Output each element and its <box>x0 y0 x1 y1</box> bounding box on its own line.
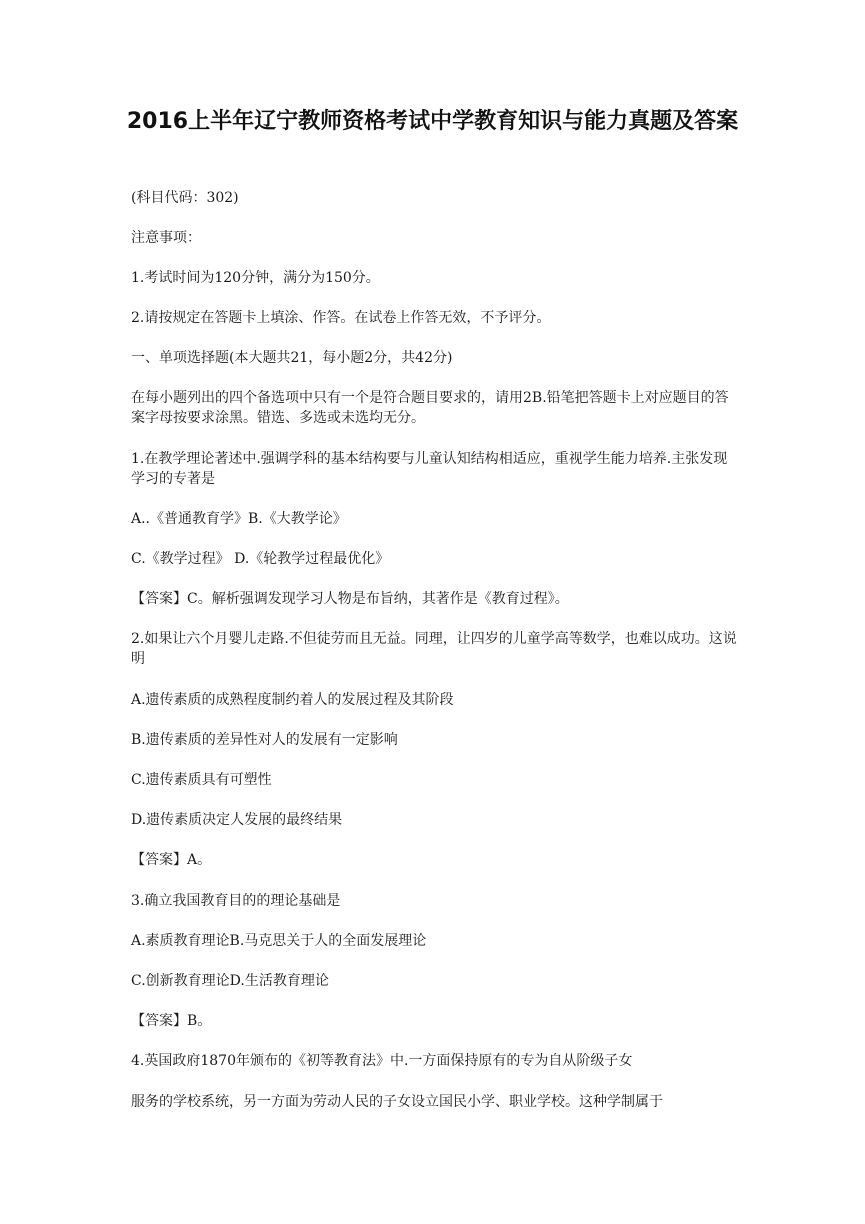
subject-code: (科目代码：302) <box>131 190 239 206</box>
notice-heading: 注意事项： <box>131 230 201 246</box>
section-instructions: 在每小题列出的四个备选项中只有一个是符合题目要求的，请用2B.铅笔把答题卡上对应题目的答案字母按要求涂黑。错选、多选或未选均无分。 <box>131 390 729 426</box>
question-option: B.遗传素质的差异性对人的发展有一定影响 <box>131 732 398 748</box>
question-option: A.素质教育理论B.马克思关于人的全面发展理论 <box>131 933 427 949</box>
answer: 【答案】A。 <box>131 852 212 868</box>
answer: 【答案】C。解析强调发现学习人物是布旨纳，其著作是《教育过程》。 <box>131 591 569 607</box>
question-stem: 2.如果让六个月婴儿走路.不但徒劳而且无益。同理，让四岁的儿童学高等数学，也难以成功。这说明 <box>131 631 737 667</box>
question-option: D.遗传素质决定人发展的最终结果 <box>131 812 343 828</box>
document-title: 2016上半年辽宁教师资格考试中学教育知识与能力真题及答案 <box>126 109 739 134</box>
notice-item: 1.考试时间为120分钟，满分为150分。 <box>131 270 380 286</box>
question-option: C.遗传素质具有可塑性 <box>131 772 272 788</box>
notice-item: 2.请按规定在答题卡上填涂、作答。在试卷上作答无效，不予评分。 <box>131 310 551 326</box>
question-option: A.遗传素质的成熟程度制约着人的发展过程及其阶段 <box>131 692 454 708</box>
question-option: C.《教学过程》 D.《轮教学过程最优化》 <box>131 551 390 567</box>
section-heading: 一、单项选择题(本大题共21，每小题2分，共42分) <box>131 350 453 366</box>
question-option: C.创新教育理论D.生活教育理论 <box>131 973 329 989</box>
question-stem: 3.确立我国教育目的的理论基础是 <box>131 893 341 909</box>
question-stem: 1.在教学理论著述中.强调学科的基本结构要与儿童认知结构相适应，重视学生能力培养.主张发现学习的专著是 <box>131 451 728 487</box>
answer: 【答案】B。 <box>131 1013 212 1029</box>
question-option: A..《普通教育学》B.《大教学论》 <box>131 511 347 527</box>
question-stem: 4.英国政府1870年颁布的《初等教育法》中.一方面保持原有的专为自从阶级子女 <box>131 1053 633 1069</box>
question-stem-continued: 服务的学校系统，另一方面为劳动人民的子女设立国民小学、职业学校。这种学制属于 <box>131 1094 663 1110</box>
